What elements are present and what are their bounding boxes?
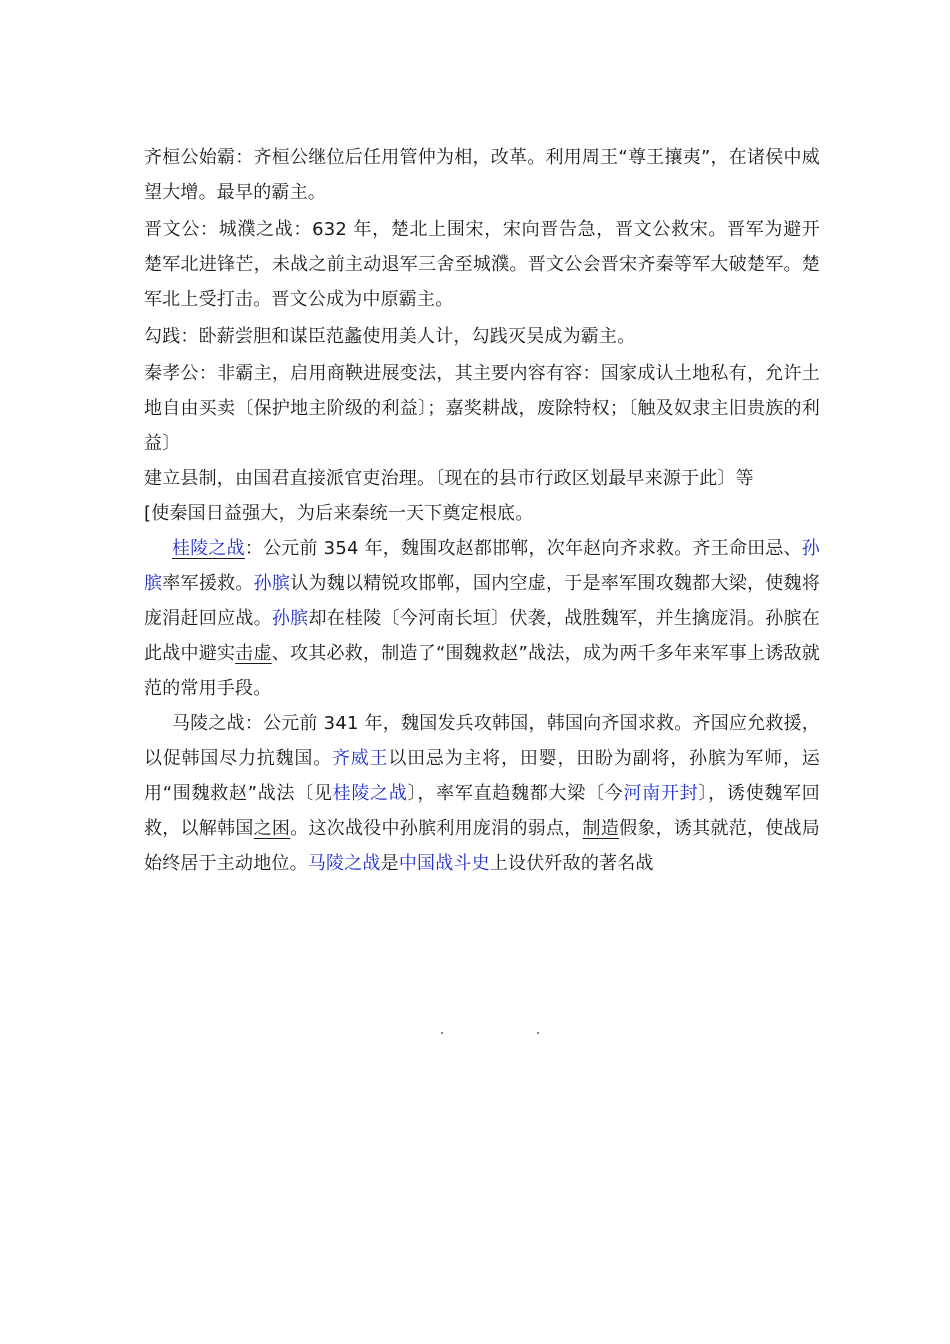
paragraph-text: 齐桓公始霸：齐桓公继位后任用管仲为相，改革。利用周王“尊王攘夷”，在诸侯中威望大增。最早的霸主。: [144, 147, 820, 203]
text-segment: 〕，率军直趋魏都大梁〔今: [407, 783, 624, 804]
paragraph-text: 建立县制，由国君直接派官吏治理。〔现在的县市行政区划最早来源于此〕等: [144, 468, 754, 489]
text-segment: ：公元前 354 年，魏围攻赵都邯郸，次年赵向齐求救。齐王命田忌、: [244, 538, 802, 559]
paragraph-qi-huangong: [144, 140, 820, 210]
footer-dot: [537, 1032, 539, 1034]
paragraph-qin-xiaogong: [144, 356, 820, 461]
link-qi-weiwang[interactable]: 齐威王: [331, 748, 389, 769]
link-sun-bin[interactable]: 孙膑: [253, 573, 291, 594]
link-maling-battle[interactable]: 马陵之战: [307, 853, 381, 874]
link-chinese-war-history[interactable]: 中国战斗史: [398, 853, 490, 874]
paragraph-guiling-battle: [144, 531, 820, 706]
paragraph-maling-battle: [144, 706, 820, 881]
text-segment: 是: [380, 853, 399, 874]
paragraph-jin-wengong: [144, 212, 820, 317]
link-guiling-battle[interactable]: 桂陵之战: [172, 538, 245, 559]
underlined-text: 之困: [253, 818, 291, 839]
link-guiling-battle[interactable]: 桂陵之战: [332, 783, 408, 804]
underlined-text: 制造: [582, 818, 620, 839]
paragraph-text: [使秦国日益强大，为后来秦统一天下奠定根底。: [144, 503, 534, 524]
paragraph-text: 勾践：卧薪尝胆和谋臣范蠡使用美人计，勾践灭吴成为霸主。: [144, 326, 636, 347]
link-sun-bin[interactable]: 孙膑: [271, 608, 309, 629]
document-body: [144, 140, 820, 881]
text-segment: 马陵之战：公元前 341 年，魏国发兵攻韩国，韩国向齐国求救。齐国应允救援，以促韩国尽力抗魏国。: [144, 713, 820, 769]
text-segment: 以田忌为主将，田婴，田盼为副将，孙膑为军师，运用“围魏救赵”战法〔见: [144, 748, 820, 804]
text-segment: 认为魏以精锐攻邯郸，国内空虚，于是率军围攻魏都大梁，使魏将庞涓赶回应战。: [144, 573, 821, 629]
text-segment: 假象，诱其就范，使战局始终居于主动地位。: [144, 818, 821, 874]
footer-dots: [0, 1032, 950, 1042]
text-segment: 。这次战役中孙膑利用庞涓的弱点，: [290, 818, 583, 839]
link-henan-kaifeng[interactable]: 河南开封: [623, 783, 699, 804]
footer-dot: [441, 1032, 443, 1034]
link-sun-bin[interactable]: 孙膑: [144, 538, 820, 594]
text-segment: 上设伏歼敌的著名战: [489, 853, 654, 874]
paragraph-text: 晋文公：城濮之战：632 年，楚北上围宋，宋向晋告急，晋文公救宋。晋军为避开楚军北进锋芒，未战之前主动退军三舍至城濮。晋文公会晋宋齐秦等军大破楚军。楚军北上受打击。晋文公成为中原霸主。: [144, 219, 820, 310]
underlined-text: 击虚: [235, 643, 272, 664]
paragraph-county-system: [144, 461, 820, 496]
text-segment: 〕，诱使魏军回救，以解韩国: [144, 783, 820, 839]
text-segment: 率军援救。: [162, 573, 254, 594]
paragraph-qin-strong: [144, 496, 820, 531]
paragraph-goujian: [144, 319, 820, 354]
text-segment: 、攻其必救，制造了“围魏救赵”战法，成为两千多年来军事上诱敌就范的常用手段。: [144, 643, 820, 699]
paragraph-text: 秦孝公：非霸主，启用商鞅进展变法，其主要内容有容：国家成认土地私有，允许土地自由买卖〔保护地主阶级的利益〕；嘉奖耕战，废除特权；〔触及奴隶主旧贵族的利益〕: [144, 363, 820, 454]
text-segment: 却在桂陵〔今河南长垣〕伏袭，战胜魏军，并生擒庞涓。孙膑在此战中避实: [144, 608, 820, 664]
